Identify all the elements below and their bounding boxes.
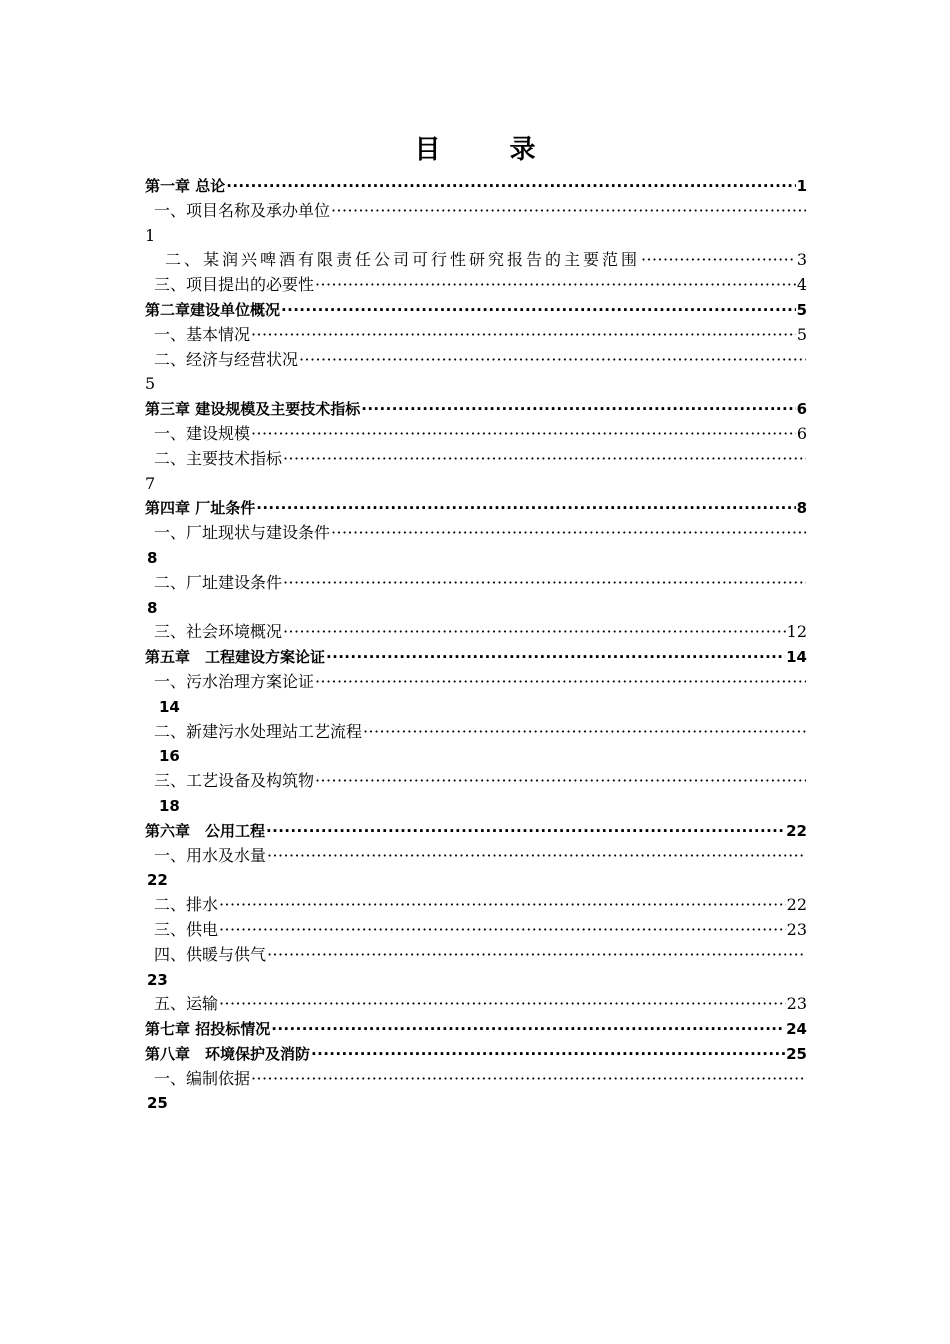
toc-entry-label: 一、项目名称及承办单位 (154, 200, 331, 220)
toc-section-entry[interactable] (145, 992, 807, 1017)
toc-entry-label: 一、建设规模 (154, 423, 251, 443)
toc-section-entry[interactable] (145, 571, 807, 596)
toc-entry-label: 一、厂址现状与建设条件 (154, 523, 331, 543)
toc-page-number: 8 (147, 548, 158, 567)
toc-entry-label: 三、供电 (154, 919, 219, 939)
toc-entry-label: 第七章 招投标情况 (145, 1020, 271, 1039)
dot-leader (315, 769, 806, 794)
toc-section-entry[interactable] (145, 918, 807, 943)
toc-page-number: 12 (786, 622, 807, 642)
toc-section-entry[interactable] (145, 447, 807, 472)
toc-page-number: 4 (796, 275, 807, 295)
dot-leader (315, 670, 806, 695)
toc-section-entry[interactable] (145, 893, 807, 918)
dot-leader (271, 1017, 785, 1042)
toc-page-number: 23 (147, 970, 168, 989)
dot-leader (361, 397, 795, 422)
toc-page-number: 24 (786, 1020, 807, 1039)
toc-section-entry[interactable] (145, 844, 807, 869)
toc-chapter-entry[interactable] (145, 1042, 807, 1067)
toc-chapter-entry[interactable] (145, 397, 807, 422)
toc-section-entry[interactable] (145, 1067, 807, 1092)
toc-section-entry[interactable] (145, 199, 807, 224)
dot-leader (266, 819, 785, 844)
toc-page-number: 1 (796, 177, 807, 195)
toc-chapter-entry[interactable] (145, 298, 807, 323)
toc-section-entry[interactable] (145, 769, 807, 794)
document-title: 目 录 (414, 135, 566, 165)
toc-entry-label: 五、运输 (154, 994, 219, 1014)
toc-entry-label: 第一章 总论 (145, 177, 226, 195)
toc-page-number: 14 (159, 697, 180, 716)
toc-page-number: 22 (786, 821, 807, 840)
toc-entry-label: 二、经济与经营状况 (154, 349, 299, 369)
toc-entry-label: 第三章 建设规模及主要技术指标 (145, 400, 361, 419)
toc-section-entry[interactable] (145, 323, 807, 348)
toc-entry-label: 一、污水治理方案论证 (154, 671, 315, 691)
dot-leader (331, 199, 806, 224)
toc-entry-label: 三、项目提出的必要性 (154, 275, 315, 295)
toc-entry-label: 四、供暖与供气 (154, 944, 267, 964)
toc-section-entry[interactable] (145, 720, 807, 745)
toc-page-number: 25 (786, 1044, 807, 1063)
toc-page-number: 8 (796, 499, 807, 518)
toc-entry-label: 第五章 工程建设方案论证 (145, 648, 326, 667)
toc-section-entry[interactable] (145, 521, 807, 546)
toc-page-number: 5 (796, 300, 807, 319)
dot-leader (281, 298, 796, 323)
toc-page-number: 3 (796, 250, 807, 270)
dot-leader (267, 844, 806, 869)
dot-leader (326, 645, 785, 670)
dot-leader (283, 571, 806, 596)
dot-leader (283, 447, 806, 472)
toc-entry-label: 二、某润兴啤酒有限责任公司可行性研究报告的主要范围 (165, 250, 641, 270)
dot-leader (219, 992, 786, 1017)
dot-leader (641, 248, 796, 273)
dot-leader (226, 174, 795, 199)
dot-leader (311, 1042, 785, 1067)
toc-entry-label: 第六章 公用工程 (145, 821, 266, 840)
toc-section-entry[interactable] (145, 670, 807, 695)
toc-section-entry[interactable] (145, 422, 807, 447)
toc-entry-label: 一、编制依据 (154, 1068, 251, 1088)
toc-page-number: 8 (147, 598, 158, 617)
dot-leader (267, 943, 806, 968)
toc-page-number: 22 (786, 895, 807, 915)
toc-entry-label: 一、基本情况 (154, 324, 251, 344)
toc-entry-label: 三、社会环境概况 (154, 622, 283, 642)
toc-entry-label: 一、用水及水量 (154, 845, 267, 865)
dot-leader (251, 1067, 806, 1092)
toc-page-number: 5 (145, 374, 156, 394)
toc-page-number: 6 (796, 400, 807, 419)
toc-page-number: 18 (159, 796, 180, 815)
toc-page-number: 6 (796, 423, 807, 443)
dot-leader (219, 893, 786, 918)
toc-entry-label: 第八章 环境保护及消防 (145, 1044, 311, 1063)
toc-page-number: 7 (145, 473, 156, 493)
dot-leader (331, 521, 806, 546)
toc-chapter-entry[interactable] (145, 1017, 807, 1042)
toc-section-entry[interactable] (145, 348, 807, 373)
dot-leader (256, 496, 795, 521)
table-of-contents (145, 174, 807, 1116)
toc-chapter-entry[interactable] (145, 496, 807, 521)
dot-leader (283, 620, 786, 645)
dot-leader (219, 918, 786, 943)
toc-entry-label: 第二章建设单位概况 (145, 300, 281, 319)
toc-page-number: 23 (786, 919, 807, 939)
toc-page-number: 22 (147, 871, 168, 890)
toc-page-number: 5 (796, 324, 807, 344)
toc-section-entry[interactable] (145, 620, 807, 645)
dot-leader (363, 720, 806, 745)
dot-leader (299, 348, 806, 373)
toc-chapter-entry[interactable] (145, 174, 807, 199)
toc-page-number: 25 (147, 1094, 168, 1113)
toc-chapter-entry[interactable] (145, 819, 807, 844)
toc-entry-label: 二、排水 (154, 895, 219, 915)
dot-leader (251, 323, 796, 348)
toc-page-number: 16 (159, 747, 180, 766)
dot-leader (315, 273, 796, 298)
toc-chapter-entry[interactable] (145, 645, 807, 670)
toc-entry-label: 二、主要技术指标 (154, 448, 283, 468)
toc-section-entry[interactable] (145, 248, 807, 273)
toc-page-number: 14 (786, 648, 807, 667)
dot-leader (251, 422, 796, 447)
toc-section-entry[interactable] (145, 943, 807, 968)
toc-entry-label: 二、新建污水处理站工艺流程 (154, 721, 363, 741)
toc-page-number: 23 (786, 994, 807, 1014)
toc-entry-label: 二、厂址建设条件 (154, 572, 283, 592)
toc-entry-label: 第四章 厂址条件 (145, 499, 256, 518)
toc-entry-label: 三、工艺设备及构筑物 (154, 771, 315, 791)
toc-section-entry[interactable] (145, 273, 807, 298)
toc-page-number: 1 (145, 225, 156, 245)
